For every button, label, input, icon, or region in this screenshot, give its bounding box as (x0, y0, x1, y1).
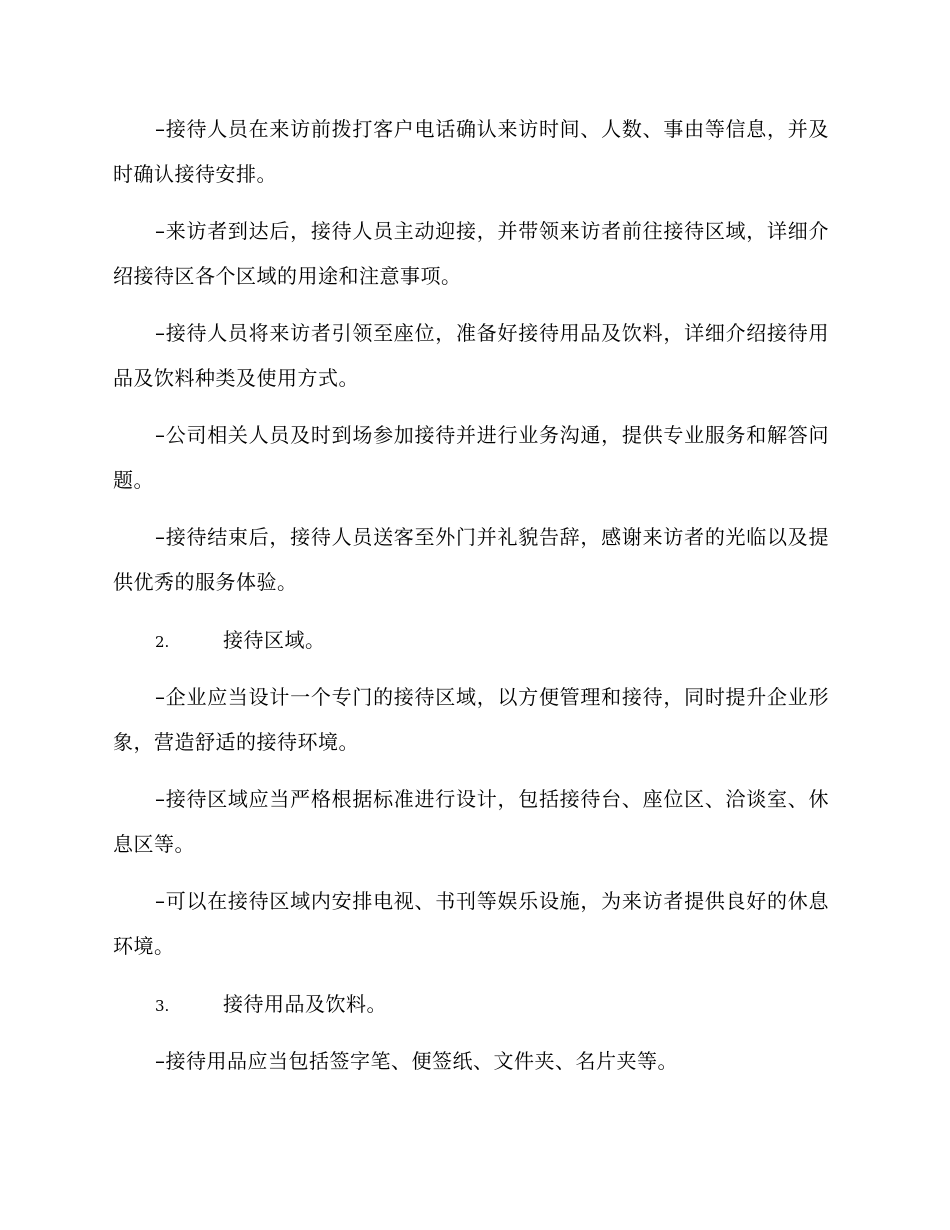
section-number: 3. (155, 997, 170, 1015)
paragraph-dedicated-area: –企业应当设计一个专门的接待区域，以方便管理和接待，同时提升企业形象，营造舒适的接待环境。 (113, 685, 829, 754)
section-title: 接待用品及饮料。 (223, 992, 387, 1016)
paragraph-greet-visitor: –来访者到达后，接待人员主动迎接，并带领来访者前往接待区域，详细介绍接待区各个区域的用途和注意事项。 (113, 219, 829, 288)
paragraph-supplies-list: –接待用品应当包括签字笔、便签纸、文件夹、名片夹等。 (155, 1049, 678, 1073)
section-heading-reception-area (155, 625, 326, 657)
section-number: 2. (155, 633, 170, 651)
section-heading-supplies-drinks (155, 989, 387, 1021)
paragraph-seat-visitor: –接待人员将来访者引领至座位，准备好接待用品及饮料，详细介绍接待用品及饮料种类及使用方式。 (113, 321, 829, 390)
paragraph-farewell: –接待结束后，接待人员送客至外门并礼貌告辞，感谢来访者的光临以及提供优秀的服务体验。 (113, 525, 829, 594)
paragraph-entertainment: –可以在接待区域内安排电视、书刊等娱乐设施，为来访者提供良好的休息环境。 (113, 889, 829, 958)
paragraph-area-design: –接待区域应当严格根据标准进行设计，包括接待台、座位区、洽谈室、休息区等。 (113, 787, 829, 856)
paragraph-business-communication: –公司相关人员及时到场参加接待并进行业务沟通，提供专业服务和解答问题。 (113, 423, 829, 492)
paragraph-confirm-visit: –接待人员在来访前拨打客户电话确认来访时间、人数、事由等信息，并及时确认接待安排。 (113, 117, 829, 186)
section-title: 接待区域。 (223, 628, 326, 652)
